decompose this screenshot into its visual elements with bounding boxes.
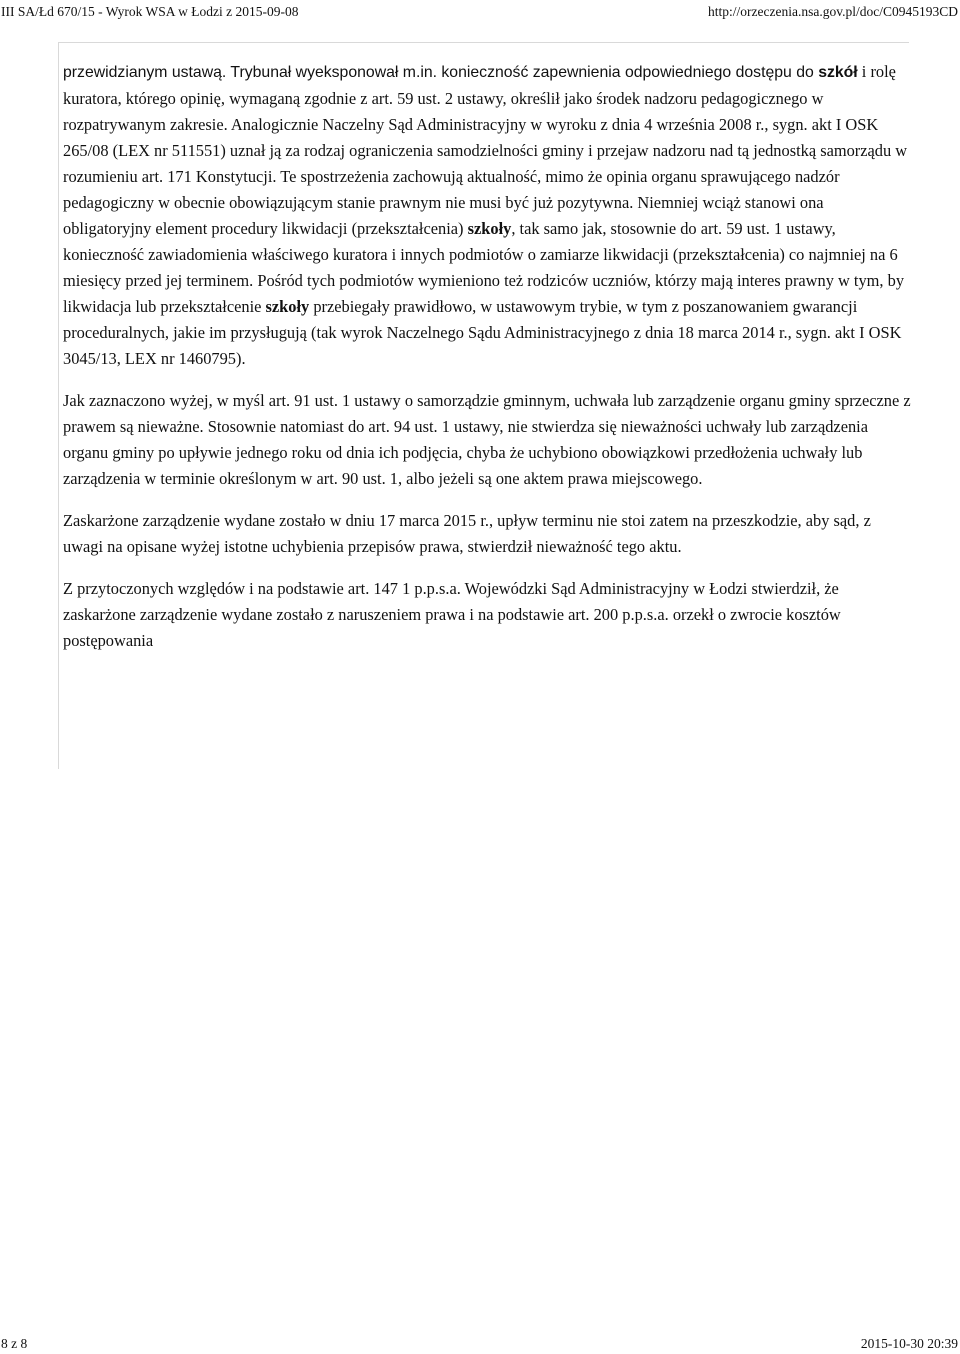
paragraph-1 bbox=[63, 59, 911, 372]
text-run: Z przytoczonych względów i na podstawie art. 147 1 p.p.s.a. Wojewódzki Sąd Administracyjny w Łodzi stwierdził, że zaskarżone zarządzenie wydane zostało z naruszeniem prawa i na podstawie art. 200 p.p.s.a. orzekł o zwrocie kosztów postępowania bbox=[63, 579, 841, 650]
keyword-highlight: szkoły bbox=[265, 297, 310, 316]
keyword-highlight: szkół bbox=[818, 64, 858, 81]
print-footer bbox=[0, 1334, 960, 1354]
text-run: Jak zaznaczono wyżej, w myśl art. 91 ust. 1 ustawy o samorządzie gminnym, uchwała lub zarządzenie organu gminy sprzeczne z prawem są nieważne. Stosownie natomiast do art. 94 ust. 1 ustawy, nie stwierdza się nieważności uchwały lub zarządzenia organu gminy po upływie jednego roku od dnia ich podjęcia, chyba że uchybiono obowiązkowi przedłożenia uchwały lub zarządzenia w terminie określonym w art. 90 ust. 1, albo jeżeli są one aktem prawa miejscowego. bbox=[63, 391, 911, 488]
print-datetime: 2015-10-30 20:39 bbox=[860, 1336, 958, 1351]
text-run: , tak samo jak, stosownie do art. 59 ust. 1 ustawy, konieczność zawiadomienia właściwego kuratora i innych podmiotów o zamiarze likwidacji (przekształcenia) co najmniej na 6 miesięcy przed jej terminem. Pośród tych podmiotów wymieniono też rodziców uczniów, którzy mają interes prawny w tym, by likwidacja lub przekształcenie bbox=[63, 219, 905, 316]
paragraph-3 bbox=[63, 508, 911, 560]
text-run: Zaskarżone zarządzenie wydane zostało w dniu 17 marca 2015 r., upływ terminu nie stoi zatem na przeszkodzie, aby sąd, z uwagi na opisane wyżej istotne uchybienia przepisów prawa, stwierdził nieważność tego aktu. bbox=[63, 511, 871, 556]
keyword-highlight: szkoły bbox=[467, 219, 512, 238]
text-run: przewidzianym ustawą. Trybunał wyeksponował m.in. konieczność zapewnienia odpowiedniego dostępu do bbox=[63, 64, 819, 81]
paragraph-2 bbox=[63, 388, 911, 492]
document-url[interactable]: http://orzeczenia.nsa.gov.pl/doc/C0945193CD bbox=[708, 4, 958, 19]
text-run: przebiegały prawidłowo, w ustawowym trybie, w tym z poszanowaniem gwarancji proceduralnych, jakie im przysługują (tak wyrok Naczelnego Sądu Administracyjnego z dnia 18 marca 2014 r., sygn. akt I OSK 3045/13, LEX nr 1460795). bbox=[63, 297, 902, 368]
document-body bbox=[63, 59, 911, 670]
print-header bbox=[0, 0, 960, 24]
page-number: 8 z 8 bbox=[1, 1336, 28, 1351]
text-run: i rolę kuratora, którego opinię, wymaganą zgodnie z art. 59 ust. 2 ustawy, określił jako środek nadzoru pedagogicznego w rozpatrywanym zakresie. Analogicznie Naczelny Sąd Administracyjny w wyroku z dnia 4 września 2008 r., sygn. akt I OSK 265/08 (LEX nr 511551) uznał ją za rodzaj ograniczenia samodzielności gminy i przejaw nadzoru nad tą jednostką samorządu w rozumieniu art. 171 Konstytucji. Te spostrzeżenia zachowują aktualność, mimo że opinia organu sprawującego nadzór pedagogiczny w obecnie obowiązującym stanie prawnym nie musi być już pozytywna. Niemniej wciąż stanowi ona obligatoryjny element procedury likwidacji (przekształcenia) bbox=[63, 62, 908, 238]
paragraph-4 bbox=[63, 576, 911, 654]
document-title: III SA/Łd 670/15 - Wyrok WSA w Łodzi z 2015-09-08 bbox=[1, 4, 299, 19]
